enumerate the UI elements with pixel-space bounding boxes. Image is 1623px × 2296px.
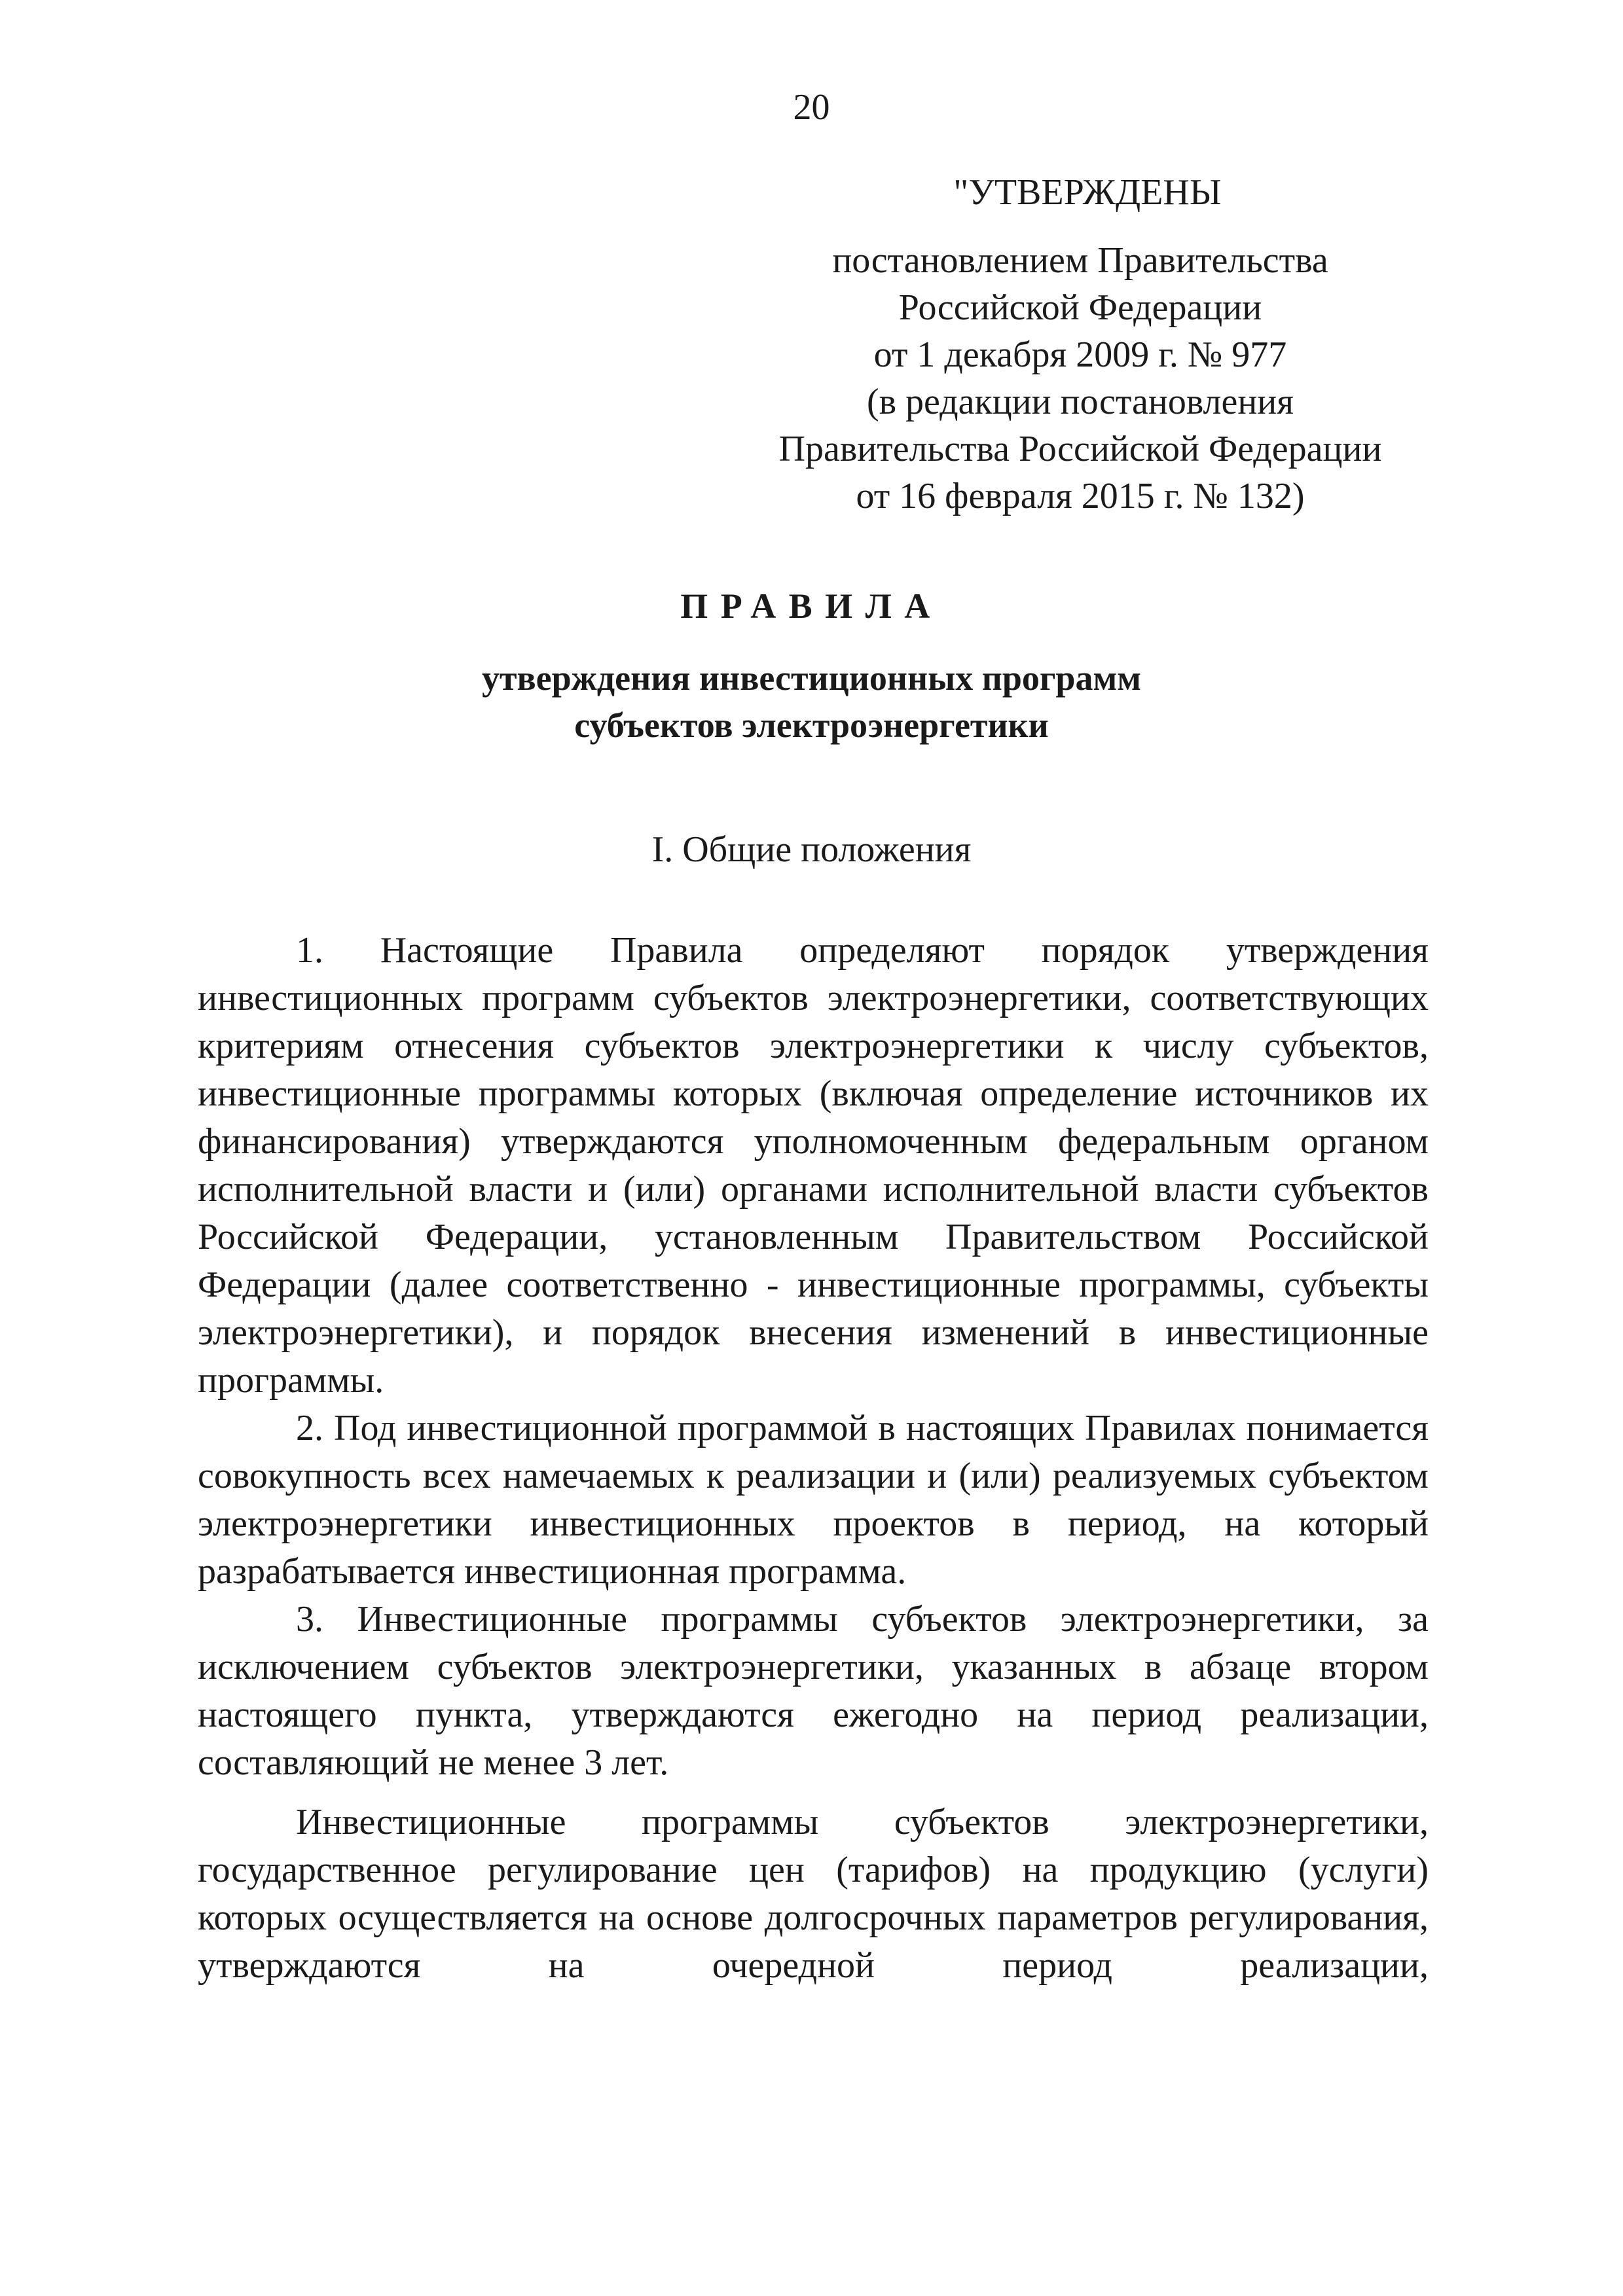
approval-block xyxy=(753,169,1408,520)
paragraph-2: 2. Под инвестиционной программой в настоящих Правилах понимается совокупность всех намечаемых к реализации и (или) реализуемых субъектом электроэнергетики инвестиционных проектов в период, на который разрабатывается инвестиционная программа. xyxy=(198,1408,1429,1592)
page-number: 20 xyxy=(793,87,830,128)
document-title: ПРАВИЛА xyxy=(680,586,943,626)
paragraph-1: 1. Настоящие Правила определяют порядок утверждения инвестиционных программ субъектов электроэнергетики, соответствующих критериям отнесения субъектов электроэнергетики к числу субъектов, инвестиционные программы которых (включая определение источников их финансирования) утверждаются уполномоченным федеральным органом исполнительной власти и (или) органами исполнительной власти субъектов Российской Федерации, установленным Правительством Российской Федерации (далее соответственно - инвестиционные программы, субъекты электроэнергетики), и порядок внесения изменений в инвестиционные программы. xyxy=(198,930,1429,1401)
approval-line: от 1 декабря 2009 г. № 977 xyxy=(873,334,1287,375)
paragraph-3-second-abzac: Инвестиционные программы субъектов электроэнергетики, государственное регулирование цен (тарифов) на продукцию (услуги) которых осуществляется на основе долгосрочных параметров регулирования, утверждаются на очередной период реализации, xyxy=(198,1802,1429,1986)
paragraph-3: 3. Инвестиционные программы субъектов электроэнергетики, за исключением субъектов электроэнергетики, указанных в абзаце втором настоящего пункта, утверждаются ежегодно на период реализации, составляющий не менее 3 лет. xyxy=(198,1599,1429,1783)
document-subtitle xyxy=(0,655,1623,749)
approval-line: постановлением Правительства xyxy=(832,240,1328,281)
document-subtitle-line-1: утверждения инвестиционных программ xyxy=(481,658,1142,698)
approval-line: от 16 февраля 2015 г. № 132) xyxy=(856,476,1305,516)
approval-line: Правительства Российской Федерации xyxy=(778,429,1382,469)
document-body xyxy=(198,927,1429,1990)
section-title: I. Общие положения xyxy=(651,829,972,870)
approval-title: "УТВЕРЖДЕНЫ xyxy=(953,172,1222,213)
document-subtitle-line-2: субъектов электроэнергетики xyxy=(574,706,1049,745)
approval-line: Российской Федерации xyxy=(898,287,1262,328)
approval-line: (в редакции постановления xyxy=(866,382,1294,422)
